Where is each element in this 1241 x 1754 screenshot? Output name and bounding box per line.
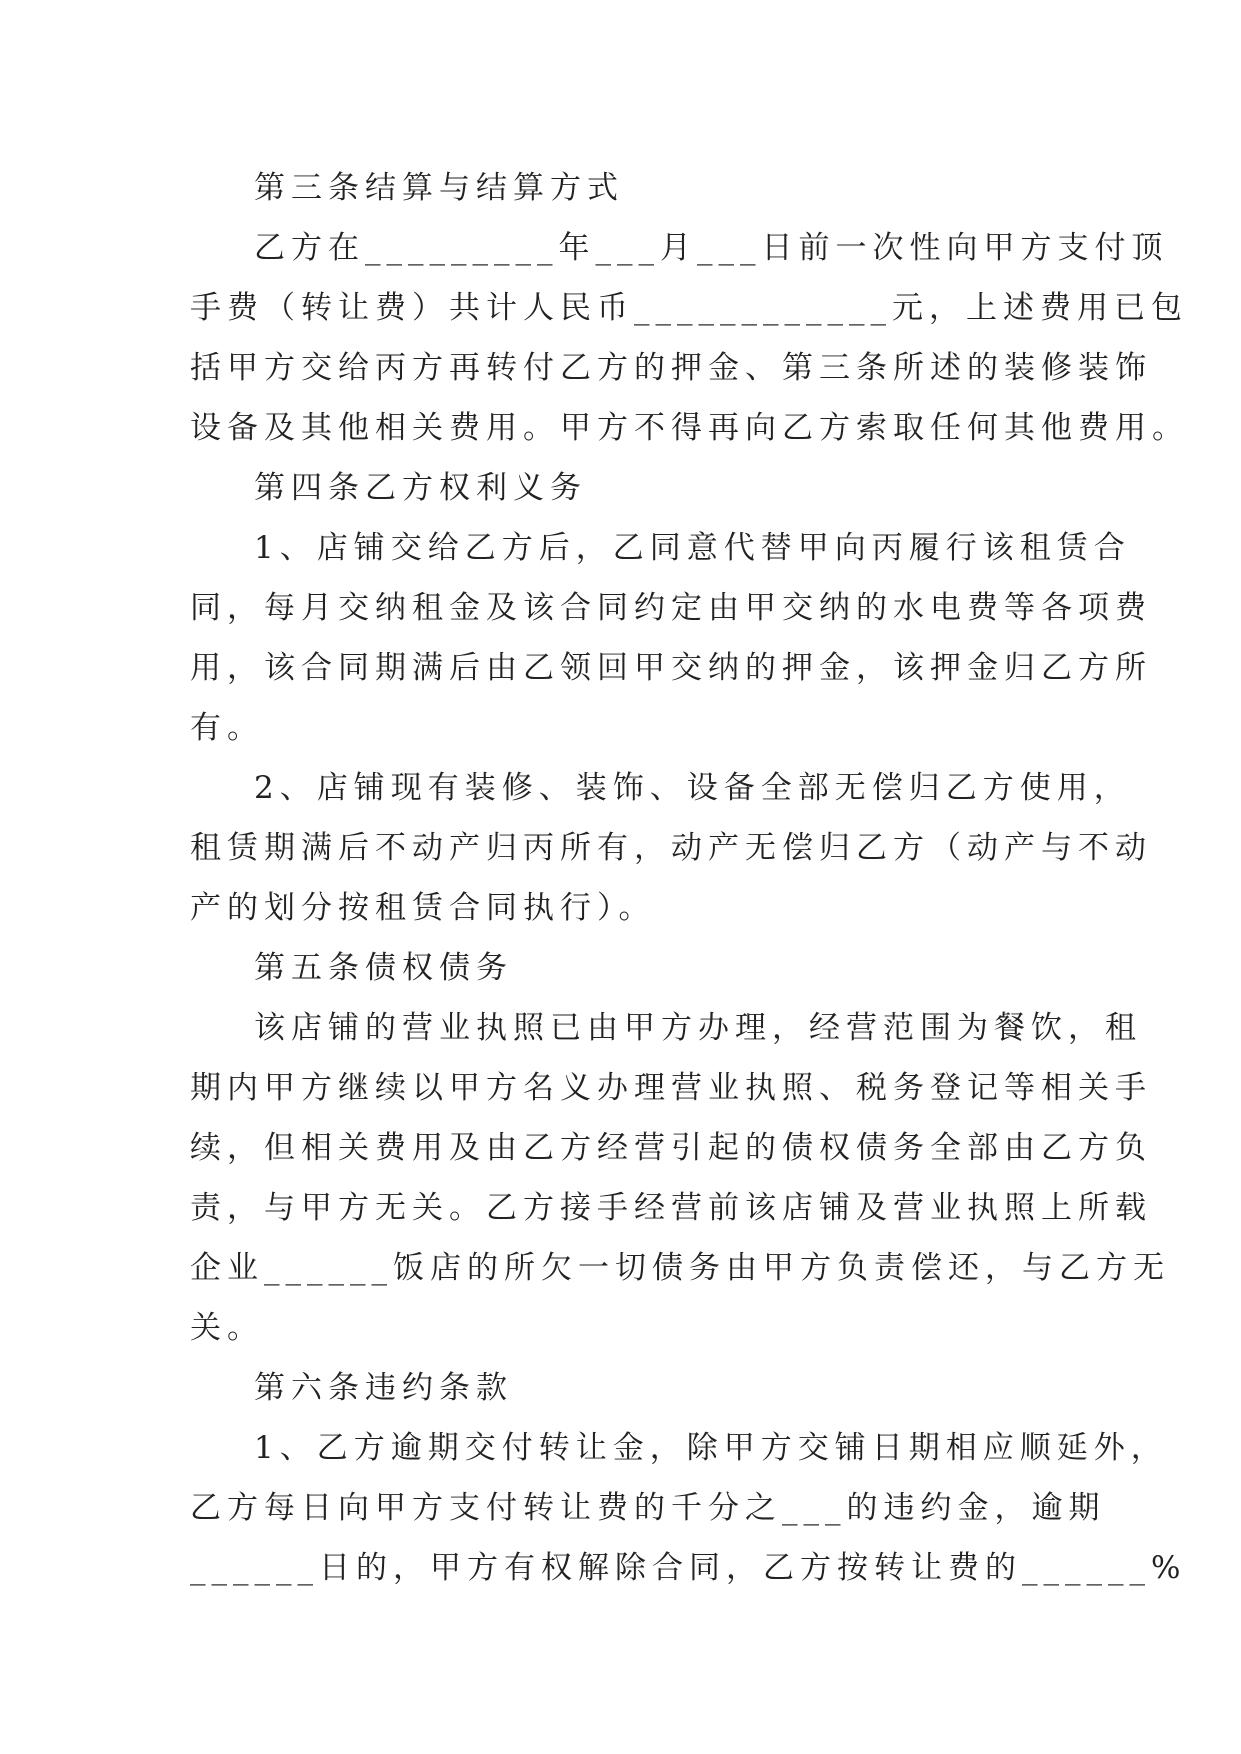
paragraph-line: 有。: [190, 710, 264, 746]
paragraph-line: 责，与甲方无关。乙方接手经营前该店铺及营业执照上所载: [190, 1190, 1152, 1226]
paragraph-line: 企业______饭店的所欠一切债务由甲方负责偿还，与乙方无: [190, 1250, 1170, 1286]
paragraph-line: 2、店铺现有装修、装饰、设备全部无偿归乙方使用，: [254, 770, 1131, 806]
section-heading-6: 第六条违约条款: [254, 1370, 513, 1406]
section-heading-5: 第五条债权债务: [254, 950, 513, 986]
section-heading-3: 第三条结算与结算方式: [254, 170, 624, 206]
paragraph-line: 手费（转让费）共计人民币____________元，上述费用已包: [190, 290, 1188, 326]
document-body: [190, 158, 1189, 1598]
paragraph-line: 1、乙方逾期交付转让金，除甲方交铺日期相应顺延外，: [254, 1430, 1168, 1466]
paragraph-line: 乙方每日向甲方支付转让费的千分之___的违约金，逾期: [190, 1490, 1106, 1526]
paragraph-line: ______日的，甲方有权解除合同，乙方按转让费的______%: [190, 1550, 1187, 1586]
paragraph-line: 括甲方交给丙方再转付乙方的押金、第三条所述的装修装饰: [190, 350, 1152, 386]
paragraph-line: 期内甲方继续以甲方名义办理营业执照、税务登记等相关手: [190, 1070, 1152, 1106]
paragraph-line: 用，该合同期满后由乙领回甲交纳的押金，该押金归乙方所: [190, 650, 1152, 686]
paragraph-line: 租赁期满后不动产归丙所有，动产无偿归乙方（动产与不动: [190, 830, 1152, 866]
section-heading-4: 第四条乙方权利义务: [254, 470, 587, 506]
paragraph-line: 续，但相关费用及由乙方经营引起的债权债务全部由乙方负: [190, 1130, 1152, 1166]
paragraph-line: 1、店铺交给乙方后，乙同意代替甲向丙履行该租赁合: [254, 530, 1131, 566]
paragraph-line: 产的划分按租赁合同执行）。: [190, 890, 656, 926]
paragraph-line: 关。: [190, 1310, 264, 1346]
paragraph-line: 乙方在_________年___月___日前一次性向甲方支付顶: [254, 230, 1169, 266]
paragraph-line: 设备及其他相关费用。甲方不得再向乙方索取任何其他费用。: [190, 410, 1189, 446]
paragraph-line: 该店铺的营业执照已由甲方办理，经营范围为餐饮，租: [254, 1010, 1142, 1046]
paragraph-line: 同，每月交纳租金及该合同约定由甲交纳的水电费等各项费: [190, 590, 1152, 626]
